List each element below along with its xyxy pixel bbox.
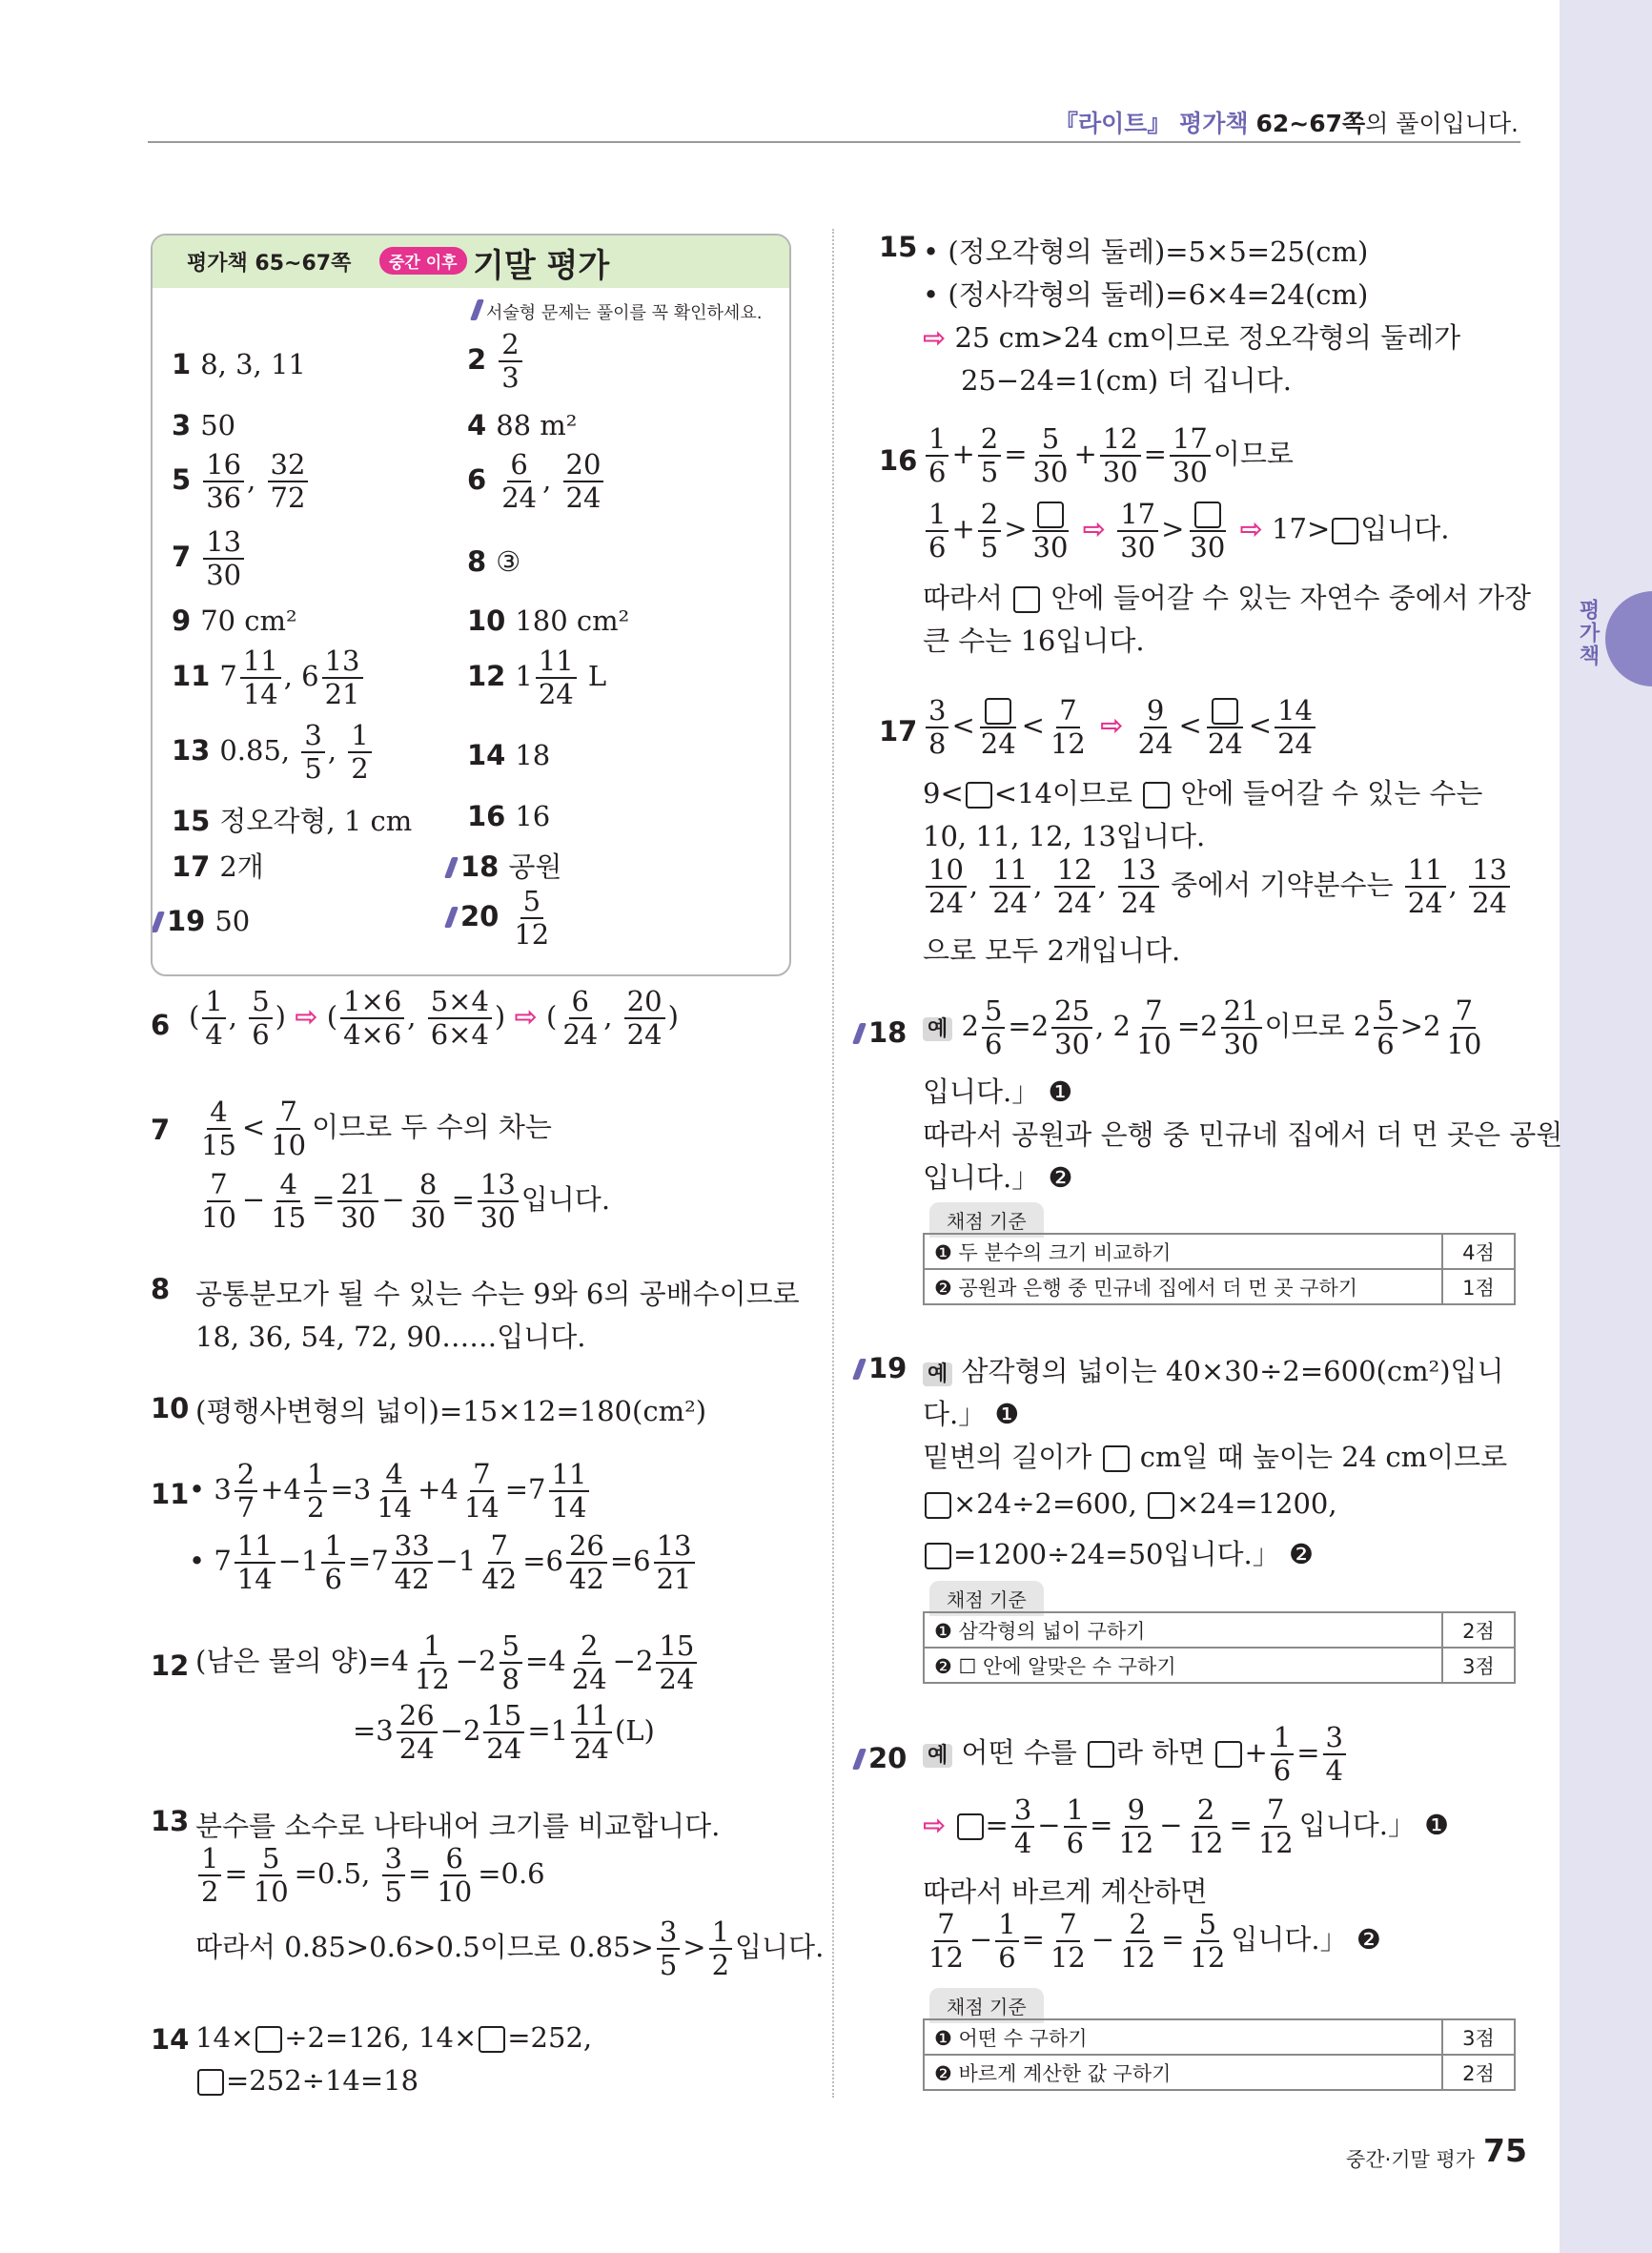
solution-19-number: 19 (856, 1352, 907, 1384)
scoring-tag: 채점 기준 (929, 1581, 1044, 1616)
answer-value: 180 cm² (515, 604, 630, 637)
answer-1: 1 8, 3, 11 (172, 348, 306, 380)
blank-box (1013, 586, 1040, 613)
solution-text: 밑변의 길이가 (923, 1441, 1092, 1473)
points-cell: 1점 (1442, 1269, 1515, 1304)
blank-box (1215, 1741, 1242, 1768)
answer-value: 18 (515, 739, 551, 771)
points-cell: 2점 (1442, 2055, 1515, 2090)
solution-text: 입니다.」 (923, 1075, 1040, 1108)
scoring-table-18 (923, 1233, 1516, 1305)
side-tab-label: 평가책 (1576, 599, 1600, 667)
solution-12-line1: (남은 물의 양)=4 $\frac{1}{12}$ −2 $\frac{5}{8}$ =4 $\frac{2}{24}$ −2 $\frac{15}{24}$ (195, 1632, 700, 1693)
solution-15-line1: • (정오각형의 둘레)=5×5=25(cm) (923, 236, 1369, 268)
example-label: 예 (923, 1362, 952, 1386)
solution-10: (평행사변형의 넓이)=15×12=180(cm²) (195, 1395, 707, 1427)
pen-icon (852, 1749, 867, 1770)
solution-13-number: 13 (151, 1805, 190, 1837)
criterion-cell: ❷ 공원과 은행 중 민규네 집에서 더 먼 곳 구하기 (924, 1269, 1442, 1304)
solution-7-line2: $\frac{7}{10}$ − $\frac{4}{15}$ = $\frac{21}{30}$ − $\frac{8}{30}$ = $\frac{13}{30}$ 입니다. (201, 1168, 611, 1234)
solution-16-line1: $\frac{1}{6}$ + $\frac{2}{5}$ = $\frac{5}{30}$ + $\frac{12}{30}$ = $\frac{17}{30}$ 이므로 (923, 425, 1294, 486)
solution-19-line3 (923, 1436, 1507, 1475)
page-number: 75 (1483, 2132, 1527, 2169)
criterion-cell: ❶ 삼각형의 넓이 구하기 (924, 1612, 1442, 1648)
solution-17-line1: $\frac{3}{8}$ < 24 < $\frac{7}{12}$ ⇨ $\frac{9}{24}$ < 24 < $\frac{14}{24}$ (923, 696, 1318, 758)
solution-16-line4: 큰 수는 16입니다. (923, 625, 1145, 657)
solution-text: =252, (507, 2021, 593, 2054)
solution-text: 중에서 기약분수는 (1171, 869, 1394, 901)
solution-text: 따라서 (923, 582, 1004, 614)
solution-13-line1: 분수를 소수로 나타내어 크기를 비교합니다. (195, 1810, 721, 1842)
answer-3: 3 50 (172, 409, 236, 441)
blank-box (1148, 1492, 1174, 1519)
solution-text: 입니다.」 (1231, 1923, 1348, 1956)
answer-11: 11 7 $\frac{11}{14}$ , 6 $\frac{13}{21}$ (172, 647, 366, 708)
answer-6: 6 $\frac{6}{24}$ , $\frac{20}{24}$ (467, 451, 606, 512)
solution-text: 이므로 두 수의 차는 (312, 1111, 552, 1143)
solution-16-line3 (923, 577, 1531, 616)
answer-key-header (153, 236, 789, 288)
table-row (924, 2055, 1515, 2090)
answer-7: 7 $\frac{13}{30}$ (172, 528, 247, 589)
solution-text: ×24=1200, (1176, 1487, 1337, 1520)
solution-20-line2: ⇨ = $\frac{3}{4}$ − $\frac{1}{6}$ = $\frac{9}{12}$ − $\frac{2}{12}$ = $\frac{7}{12}$ 입니다.」 ❶ (923, 1793, 1450, 1859)
solution-text: 입니다. (735, 1931, 825, 1963)
pen-icon (470, 299, 484, 320)
answer-range: 평가책 65~67쪽 (187, 252, 352, 276)
page-header (1054, 105, 1519, 139)
solution-20-line3: 따라서 바르게 계산하면 (923, 1875, 1208, 1908)
solution-7-number: 7 (151, 1114, 171, 1146)
answer-value: 70 cm² (200, 604, 297, 637)
solution-text: (남은 물의 양)= (195, 1645, 392, 1677)
solution-11-line1: • 3 $\frac{2}{7}$ +4 $\frac{1}{2}$ =3 $\frac{4}{14}$ +4 $\frac{7}{14}$ =7 $\frac{11}{14}$ (189, 1461, 592, 1522)
header-book: 『라이트』 평가책 (1053, 110, 1249, 137)
solution-19-line5: =1200÷24=50입니다.」 ❷ (923, 1533, 1314, 1572)
pen-icon (444, 857, 459, 878)
solution-text: 어떤 수를 (961, 1736, 1077, 1769)
points-cell: 2점 (1442, 1612, 1515, 1648)
solution-16-number: 16 (879, 444, 918, 477)
scoring-table-19 (923, 1611, 1516, 1684)
solution-text: 25 cm>24 cm이므로 정오각형의 둘레가 (954, 321, 1461, 354)
answer-value: 2개 (219, 850, 264, 883)
answer-14: 14 18 (467, 739, 551, 771)
answer-value: 50 (200, 409, 236, 441)
criterion-cell: ❷ 바르게 계산한 값 구하기 (924, 2055, 1442, 2090)
answer-13: 13 0.85, $\frac{3}{5}$ , $\frac{1}{2}$ (172, 722, 375, 783)
table-row (924, 1269, 1515, 1304)
answer-badge: 중간 이후 (379, 247, 467, 275)
solution-14-number: 14 (151, 2023, 190, 2056)
example-label: 예 (923, 1744, 952, 1768)
answer-15: 15 정오각형, 1 cm (172, 805, 413, 837)
answer-note-text: 서술형 문제는 풀이를 꼭 확인하세요. (486, 303, 763, 323)
header-rule (148, 141, 1520, 143)
solution-13-line3: 따라서 0.85>0.6>0.5이므로 0.85> $\frac{3}{5}$ > $\frac{1}{2}$ 입니다. (195, 1915, 825, 1981)
criterion-cell: ❶ 두 분수의 크기 비교하기 (924, 1234, 1442, 1269)
scoring-tag: 채점 기준 (929, 1988, 1044, 2023)
solution-19-line4 (923, 1487, 1337, 1520)
solution-15-line4: 25−24=1(cm) 더 깁니다. (961, 364, 1292, 397)
answer-9: 9 70 cm² (172, 604, 297, 637)
pen-icon (151, 911, 165, 932)
blank-box (925, 1543, 951, 1569)
pen-icon (852, 1023, 867, 1044)
blank-box (255, 2026, 282, 2053)
blank-box (479, 2026, 505, 2053)
table-row (924, 1234, 1515, 1269)
table-row (924, 2019, 1515, 2055)
solution-8-number: 8 (151, 1273, 171, 1305)
answer-18: 18 공원 (448, 846, 561, 885)
scoring-table-20 (923, 2018, 1516, 2091)
criterion-cell: ❶ 어떤 수 구하기 (924, 2019, 1442, 2055)
solution-17-line5: 으로 모두 2개입니다. (923, 934, 1181, 967)
blank-box (197, 2069, 224, 2096)
answer-key-box (151, 234, 791, 976)
scoring-tag: 채점 기준 (929, 1202, 1044, 1238)
answer-value: 정오각형, 1 cm (219, 805, 413, 837)
solution-12-number: 12 (151, 1649, 190, 1682)
example-label: 예 (923, 1017, 952, 1041)
solution-17-line3: 10, 11, 12, 13입니다. (923, 820, 1206, 852)
solution-text: =252÷14=18 (226, 2064, 419, 2097)
answer-value: 16 (515, 800, 551, 832)
header-suffix: 의 풀이입니다. (1365, 110, 1519, 137)
answer-19: 19 50 (154, 905, 250, 937)
solution-text: 안에 들어갈 수 있는 수는 (1180, 777, 1483, 809)
solution-6: ( $\frac{1}{4}$ , $\frac{5}{6}$ ) ⇨ ( $\frac{1\times 6}{4\times 6}$ , $\frac{5\times 4}{6\times 4}$ ) ⇨ ( $\frac{6}{24}$ , $\frac{20}{24}$ ) (189, 985, 679, 1051)
column-divider (832, 229, 834, 2098)
answer-17: 17 2개 (172, 850, 264, 883)
pen-icon (852, 1359, 867, 1380)
solution-text: 입니다.」 (1298, 1809, 1416, 1841)
answer-10: 10 180 cm² (467, 604, 630, 637)
solution-16-line2: $\frac{1}{6}$ + $\frac{2}{5}$ > 30 ⇨ $\frac{17}{30}$ > 30 ⇨ 17> 입니다. (923, 500, 1450, 562)
solution-11-line2: • 7 $\frac{11}{14}$ −1 $\frac{1}{6}$ =7 $\frac{33}{42}$ −1 $\frac{7}{42}$ =6 $\frac{26}{42}$ =6 $\frac{13}{21}$ (189, 1532, 698, 1593)
solution-text: 입니다.」 (923, 1161, 1040, 1194)
answer-2: 2 $\frac{2}{3}$ (467, 331, 525, 392)
solution-text: 입니다. (520, 1183, 611, 1216)
solution-6-number: 6 (151, 1009, 171, 1041)
answer-value: 88 m² (496, 409, 578, 441)
solution-text: 삼각형의 넓이는 40×30÷2=600(cm²)입니 (961, 1355, 1504, 1387)
blank-box (1332, 518, 1358, 544)
answer-4: 4 88 m² (467, 409, 578, 441)
solution-text: cm일 때 높이는 24 cm이므로 (1139, 1441, 1508, 1473)
solution-17-line4: $\frac{10}{24}$ , $\frac{11}{24}$ , $\frac{12}{24}$ , $\frac{13}{24}$ 중에서 기약분수는 $\frac{11}{24}$ , $\frac{13}{24}$ (923, 856, 1513, 917)
pen-icon (444, 907, 459, 928)
solution-7-line1: $\frac{4}{15}$ < $\frac{7}{10}$ 이므로 두 수의 차는 (201, 1096, 552, 1161)
solution-18-number: 18 (856, 1016, 907, 1049)
header-pages: 62~67쪽 (1255, 110, 1366, 137)
answer-value: 8, 3, 11 (200, 348, 306, 380)
solution-10-number: 10 (151, 1392, 190, 1424)
solution-17-number: 17 (879, 715, 918, 748)
table-row (924, 1648, 1515, 1683)
answer-12: 12 1 $\frac{11}{24}$ L (467, 645, 607, 710)
solution-15-line3 (923, 317, 1460, 356)
solution-text: 안에 들어갈 수 있는 자연수 중에서 가장 (1050, 582, 1532, 614)
answer-title: 기말 평가 (473, 247, 610, 285)
solution-text: ×24÷2=600, (953, 1487, 1137, 1520)
solution-text: 라 하면 (1115, 1736, 1206, 1769)
solution-19-line1 (923, 1350, 1504, 1389)
solution-text: 이므로 (1213, 438, 1294, 470)
solution-8-line2: 18, 36, 54, 72, 90……입니다. (195, 1321, 586, 1353)
solution-20-number: 20 (856, 1742, 907, 1774)
solution-text: 이므로 (1264, 1010, 1345, 1042)
solution-8-line1: 공통분모가 될 수 있는 수는 9와 6의 공배수이므로 (195, 1278, 800, 1310)
solution-18-line2: 입니다.」 ❶ (923, 1075, 1073, 1108)
solution-15-line2: • (정사각형의 둘레)=6×4=24(cm) (923, 278, 1369, 311)
blank-box (966, 782, 992, 809)
answer-note (474, 299, 762, 324)
points-cell: 3점 (1442, 1648, 1515, 1683)
side-tab-bar (1560, 0, 1652, 2253)
solution-20-line4: $\frac{7}{12}$ − $\frac{1}{6}$ = $\frac{7}{12}$ − $\frac{2}{12}$ = $\frac{5}{12}$ 입니다.」 ❷ (928, 1908, 1381, 1974)
solution-text: ÷2=126, 14× (284, 2021, 478, 2054)
points-cell: 3점 (1442, 2019, 1515, 2055)
answer-value: 0.85, (219, 734, 291, 767)
solution-text: 다.」 (923, 1398, 987, 1430)
answer-5: 5 $\frac{16}{36}$ , $\frac{32}{72}$ (172, 451, 311, 512)
answer-20: 20 $\frac{5}{12}$ (448, 888, 555, 949)
answer-value: ③ (496, 545, 521, 578)
criterion-cell: ❷ ☐ 안에 알맞은 수 구하기 (924, 1648, 1442, 1683)
solution-text: 입니다. (1360, 512, 1450, 545)
answer-8: 8 ③ (467, 545, 521, 578)
solution-14-line2 (195, 2064, 418, 2097)
solution-19-line2: 다.」 ❶ (923, 1398, 1020, 1430)
solution-14-line1: 14× ÷2=126, 14× =252, (195, 2021, 593, 2054)
solution-20-line1: 예 어떤 수를 라 하면 + $\frac{1}{6}$ = $\frac{3}{4}$ (923, 1724, 1349, 1785)
points-cell: 4점 (1442, 1234, 1515, 1269)
solution-18-line3: 따라서 공원과 은행 중 민규네 집에서 더 먼 곳은 공원 (923, 1118, 1563, 1151)
answer-value: 50 (214, 905, 251, 937)
solution-12-line2: =3 $\frac{26}{24}$ −2 $\frac{15}{24}$ =1 $\frac{11}{24}$ (L) (353, 1699, 655, 1765)
answer-16: 16 16 (467, 800, 551, 832)
blank-box (925, 1492, 951, 1519)
arrow-icon: ⇨ (923, 321, 947, 354)
blank-box (1088, 1741, 1114, 1768)
solution-13-line2: $\frac{1}{2}$ = $\frac{5}{10}$ =0.5, $\frac{3}{5}$ = $\frac{6}{10}$ =0.6 (195, 1845, 545, 1906)
solution-11-number: 11 (151, 1478, 190, 1510)
answer-value: 공원 (508, 850, 562, 883)
arrow-icon: ⇨ (923, 1809, 947, 1841)
blank-box (1103, 1445, 1130, 1472)
solution-17-line2 (923, 772, 1482, 811)
solution-18-line1: 예 2 $\frac{5}{6}$ =2 $\frac{25}{30}$ , 2 $\frac{7}{10}$ =2 $\frac{21}{30}$ 이므로 2 $\frac{5}{6}$ >2 $\frac{7}{10}$ (923, 997, 1487, 1058)
solution-text: 9< (923, 777, 964, 809)
blank-box (957, 1813, 984, 1840)
solution-text: <14이므로 (993, 777, 1132, 809)
solution-18-line4: 입니다.」 ❷ (923, 1161, 1073, 1194)
solution-text: =1200÷24=50입니다.」 (953, 1538, 1280, 1570)
footer-label: 중간·기말 평가 (1346, 2148, 1476, 2171)
solution-15-number: 15 (879, 231, 918, 263)
solution-text: 따라서 0.85>0.6>0.5이므로 0.85> (195, 1931, 654, 1963)
table-row (924, 1612, 1515, 1648)
blank-box (1143, 782, 1170, 809)
